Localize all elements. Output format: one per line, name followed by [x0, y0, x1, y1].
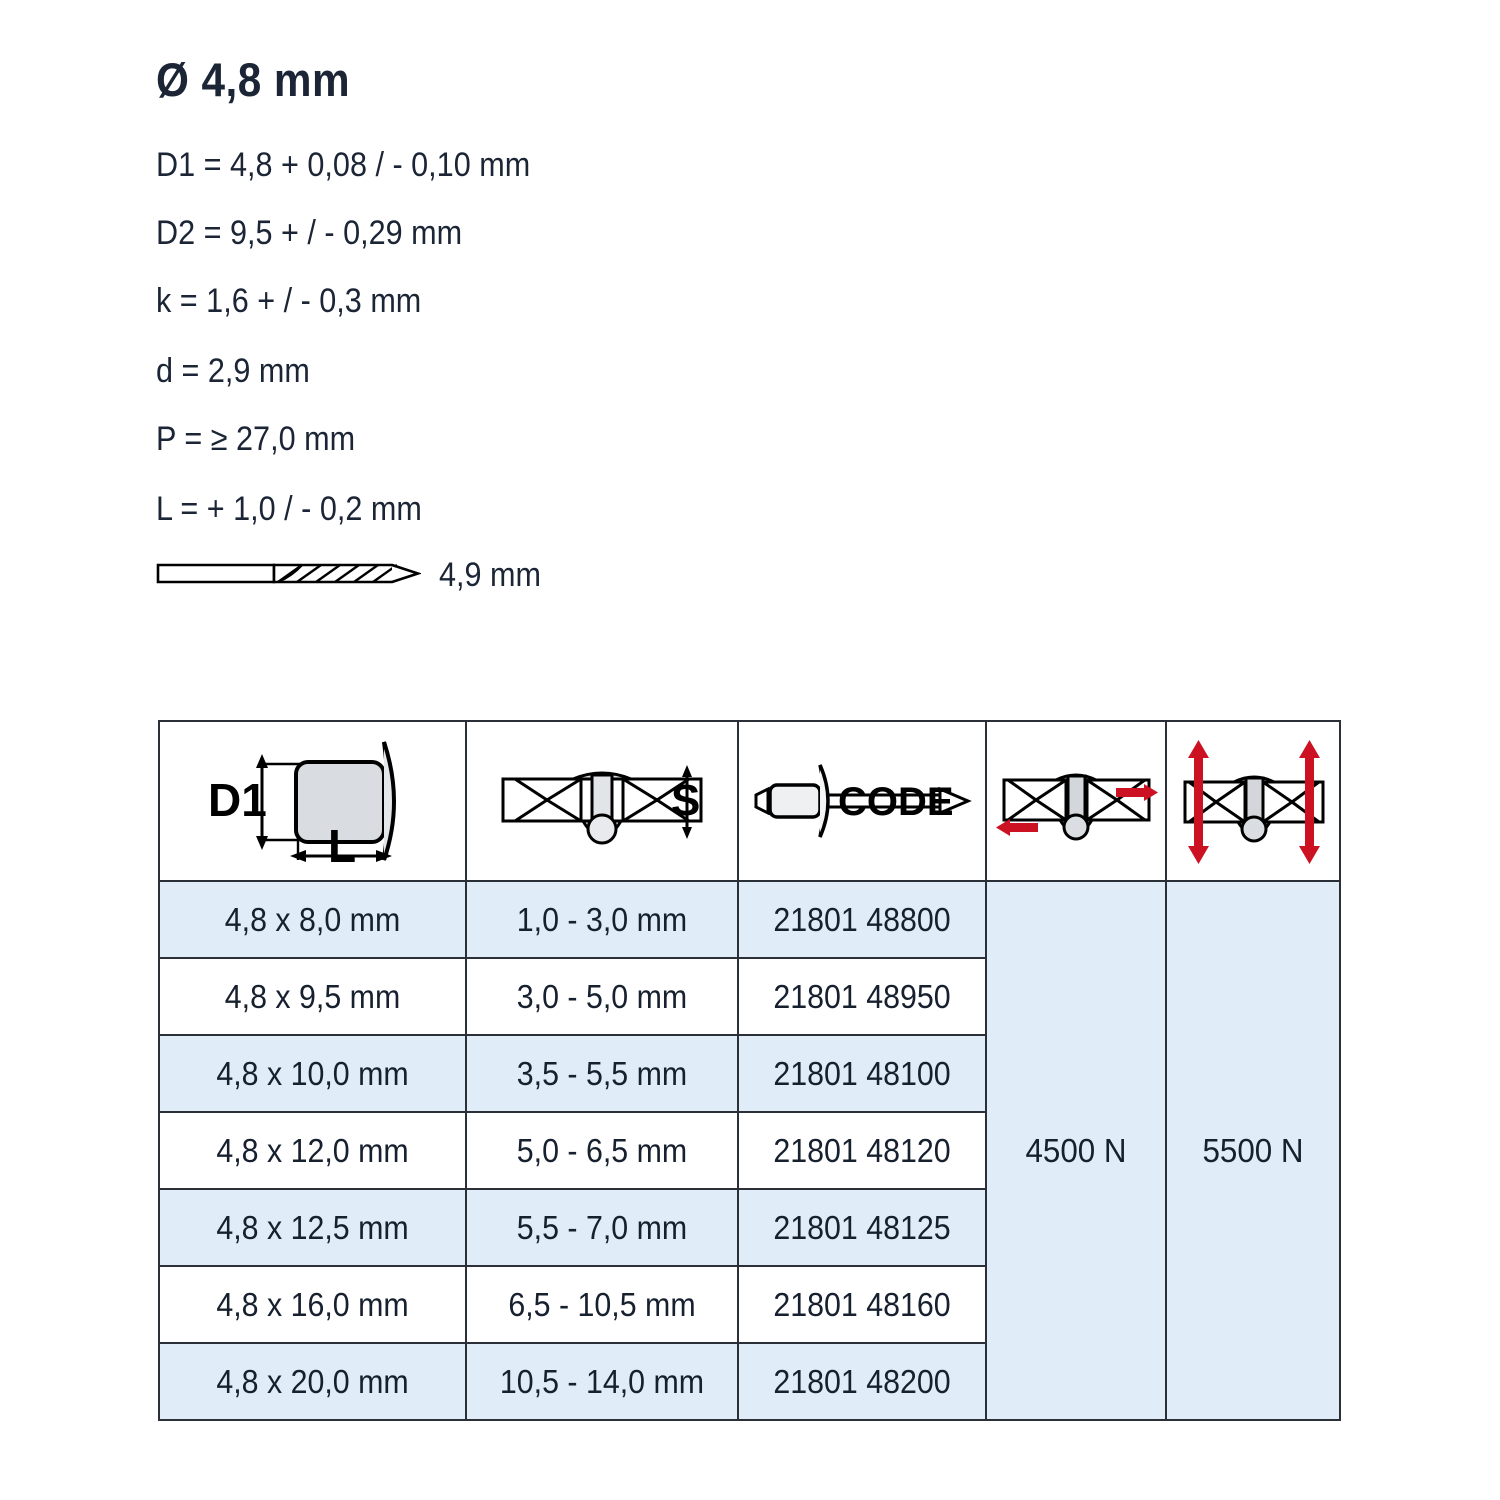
cell-code [738, 881, 986, 958]
dimension-label-l: L [327, 819, 356, 869]
table-row [159, 881, 1340, 958]
drill-bit-icon [156, 552, 421, 599]
cell-code-text: 21801 48120 [773, 1131, 951, 1169]
cell-grip-text: 1,0 - 3,0 mm [516, 900, 688, 938]
cell-grip-text: 3,0 - 5,0 mm [516, 977, 688, 1015]
cell-size [159, 1112, 466, 1189]
header-cell-tensile-load [1166, 721, 1340, 881]
cell-code-text: 21801 48125 [773, 1208, 951, 1246]
cell-shear-strength [986, 881, 1166, 1420]
cell-size-text: 4,8 x 10,0 mm [216, 1054, 409, 1092]
cell-code-text: 21801 48200 [773, 1362, 951, 1400]
cell-code-text: 21801 48100 [773, 1054, 951, 1092]
tensile-load-arrows-icon [1167, 722, 1339, 880]
spec-line-d2: D2 = 9,5 + / - 0,29 mm [156, 214, 463, 252]
page-title: Ø 4,8 mm [156, 53, 351, 106]
cell-size-text: 4,8 x 8,0 mm [224, 900, 401, 938]
cell-size-text: 4,8 x 12,0 mm [216, 1131, 409, 1169]
header-cell-grip-range [466, 721, 738, 881]
spec-line-d1: D1 = 4,8 + 0,08 / - 0,10 mm [156, 146, 531, 184]
cell-code [738, 958, 986, 1035]
cell-size [159, 1189, 466, 1266]
cell-grip [466, 958, 738, 1035]
rivet-specification-table [158, 720, 1341, 1421]
spec-line-p: P = ≥ 27,0 mm [156, 420, 356, 458]
cell-code-text: 21801 48950 [773, 977, 951, 1015]
cell-code [738, 1112, 986, 1189]
cell-code [738, 1343, 986, 1420]
dimension-label-d1: D1 [207, 773, 267, 826]
cell-grip [466, 1189, 738, 1266]
cell-code-text: 21801 48160 [773, 1285, 951, 1323]
cell-grip-text: 5,0 - 6,5 mm [516, 1131, 688, 1169]
drill-size-row [156, 552, 552, 599]
cell-size-text: 4,8 x 12,5 mm [216, 1208, 409, 1246]
rivet-set-grip-s-icon [467, 722, 737, 880]
header-cell-code [738, 721, 986, 881]
header-cell-shear-load [986, 721, 1166, 881]
dimension-label-s: S [670, 776, 700, 825]
code-label: CODE [837, 780, 954, 824]
tensile-strength-text: 5500 N [1202, 1131, 1304, 1169]
cell-grip-text: 6,5 - 10,5 mm [508, 1285, 696, 1323]
rivet-code-mandrel-icon [739, 722, 985, 880]
spec-line-k: k = 1,6 + / - 0,3 mm [156, 282, 422, 320]
cell-grip [466, 1035, 738, 1112]
cell-grip [466, 1343, 738, 1420]
cell-grip-text: 10,5 - 14,0 mm [499, 1362, 705, 1400]
cell-code [738, 1035, 986, 1112]
table-header-row [159, 721, 1340, 881]
shear-load-arrows-icon [987, 722, 1165, 880]
cell-grip-text: 5,5 - 7,0 mm [516, 1208, 688, 1246]
cell-grip [466, 881, 738, 958]
cell-size [159, 1343, 466, 1420]
header-cell-dimensions [159, 721, 466, 881]
cell-size [159, 1035, 466, 1112]
shear-strength-text: 4500 N [1025, 1131, 1127, 1169]
spec-line-d: d = 2,9 mm [156, 352, 310, 390]
cell-size [159, 881, 466, 958]
drill-size-label: 4,9 mm [439, 556, 542, 594]
cell-grip [466, 1266, 738, 1343]
cell-grip [466, 1112, 738, 1189]
cell-grip-text: 3,5 - 5,5 mm [516, 1054, 688, 1092]
cell-code-text: 21801 48800 [773, 900, 951, 938]
cell-tensile-strength [1166, 881, 1340, 1420]
spec-line-l: L = + 1,0 / - 0,2 mm [156, 490, 422, 528]
cell-size [159, 1266, 466, 1343]
rivet-dimension-d1-l-icon [160, 722, 465, 880]
cell-size-text: 4,8 x 16,0 mm [216, 1285, 409, 1323]
cell-size-text: 4,8 x 20,0 mm [216, 1362, 409, 1400]
cell-size [159, 958, 466, 1035]
cell-code [738, 1266, 986, 1343]
cell-size-text: 4,8 x 9,5 mm [224, 977, 401, 1015]
cell-code [738, 1189, 986, 1266]
